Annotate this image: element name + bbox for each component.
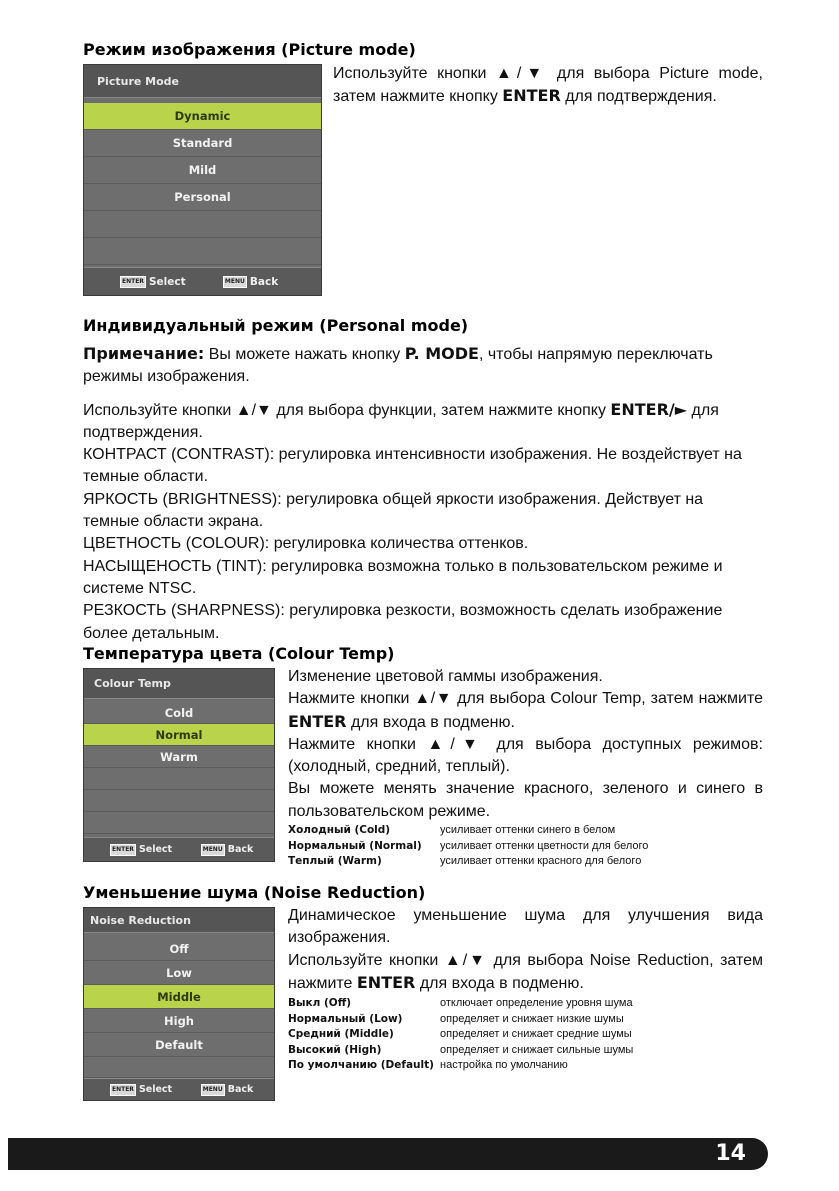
desc: отключает определение уровня шума bbox=[440, 997, 633, 1009]
osd-item-off[interactable]: Off bbox=[84, 937, 274, 961]
colour-description: ЦВЕТНОСТЬ (COLOUR): регулировка количества оттенков. bbox=[83, 535, 529, 553]
definition-row bbox=[288, 996, 633, 1012]
osd-empty-row bbox=[84, 1057, 274, 1078]
definition-row bbox=[288, 839, 648, 855]
menu-key-icon: MENU bbox=[201, 844, 225, 856]
brightness-description: ЯРКОСТЬ (BRIGHTNESS): регулировка общей яркости изображения. Действует на темные области экрана. bbox=[83, 490, 704, 531]
text: Используйте кнопки ▲/▼ для выбора Picture mode, затем нажмите кнопку bbox=[333, 65, 763, 106]
colour-temp-definitions bbox=[288, 823, 648, 870]
osd-item-default[interactable]: Default bbox=[84, 1033, 274, 1057]
select-hint: Select bbox=[148, 276, 186, 288]
definition-row bbox=[288, 823, 648, 839]
osd-title: Noise Reduction bbox=[84, 908, 274, 933]
osd-empty-row bbox=[84, 790, 274, 812]
definition-row bbox=[288, 854, 648, 870]
osd-footer bbox=[84, 1078, 274, 1100]
enter-key-label: ENTER bbox=[502, 86, 561, 106]
desc: определяет и снижает сильные шумы bbox=[440, 1043, 634, 1056]
osd-empty-row bbox=[84, 238, 321, 265]
desc: настройка по умолчанию bbox=[440, 1059, 568, 1071]
pmode-key-label: P. MODE bbox=[404, 344, 479, 363]
text: для подтверждения. bbox=[565, 88, 717, 106]
sharpness-description: РЕЗКОСТЬ (SHARPNESS): регулировка резкости, возможность сделать изображение более детальным. bbox=[83, 602, 723, 642]
desc: усиливает оттенки синего в белом bbox=[440, 824, 616, 836]
text: Используйте кнопки ▲/▼ для выбора функции, затем нажмите кнопку bbox=[83, 401, 606, 419]
text: Нажмите кнопки ▲/▼ для выбора доступных режимов: (холодный, средний, теплый). bbox=[288, 735, 763, 776]
noise-reduction-osd-menu bbox=[83, 907, 275, 1101]
osd-item-warm[interactable]: Warm bbox=[84, 746, 274, 768]
personal-mode-body bbox=[83, 343, 763, 645]
menu-key-icon: MENU bbox=[223, 276, 247, 288]
enter-key-label: ENTER bbox=[356, 972, 416, 992]
back-hint: Back bbox=[249, 276, 279, 288]
definition-row bbox=[288, 1058, 633, 1074]
colour-temp-description bbox=[288, 666, 763, 823]
enter-key-label: ENTER/► bbox=[610, 399, 688, 419]
term: Выкл (Off) bbox=[288, 997, 351, 1009]
definition-row bbox=[288, 1012, 633, 1028]
text: Изменение цветовой гаммы изображения. bbox=[288, 668, 603, 685]
enter-key-label: ENTER bbox=[288, 711, 347, 731]
term: Средний (Middle) bbox=[288, 1028, 394, 1040]
back-hint: Back bbox=[227, 1084, 254, 1095]
text: Динамическое уменьшение шума для улучшения вида изображения. bbox=[288, 907, 763, 947]
osd-item-middle[interactable]: Middle bbox=[84, 985, 274, 1009]
osd-item-mild[interactable]: Mild bbox=[84, 157, 321, 184]
osd-item-normal[interactable]: Normal bbox=[84, 724, 274, 746]
contrast-description: КОНТРАСТ (CONTRAST): регулировка интенсивности изображения. Не воздействует на темные области. bbox=[83, 446, 742, 486]
text: Нажмите кнопки ▲/▼ для выбора Colour Temp, затем нажмите bbox=[288, 690, 763, 708]
osd-empty-row bbox=[84, 768, 274, 790]
section-heading-noise-reduction: Уменьшение шума (Noise Reduction) bbox=[83, 883, 426, 902]
term: Нормальный (Low) bbox=[288, 1012, 403, 1025]
picture-mode-osd-menu bbox=[83, 64, 322, 296]
osd-empty-row bbox=[84, 812, 274, 834]
text: , чтобы напрямую переключать режимы изображения. bbox=[83, 346, 713, 386]
desc: усиливает оттенки цветности для белого bbox=[440, 839, 649, 852]
term: Теплый (Warm) bbox=[288, 855, 382, 867]
osd-title: Picture Mode bbox=[84, 65, 321, 98]
text: для подтверждения. bbox=[83, 401, 719, 441]
select-hint: Select bbox=[138, 844, 173, 855]
enter-key-icon: ENTER bbox=[110, 1084, 136, 1096]
noise-reduction-description bbox=[288, 905, 763, 995]
section-heading-picture-mode: Режим изображения (Picture mode) bbox=[83, 40, 416, 59]
text: Вы можете нажать кнопку bbox=[208, 346, 401, 363]
term: Высокий (High) bbox=[288, 1043, 382, 1056]
select-hint: Select bbox=[138, 1084, 173, 1095]
osd-footer bbox=[84, 837, 274, 861]
term: По умолчанию (Default) bbox=[288, 1059, 434, 1071]
section-heading-personal-mode: Индивидуальный режим (Personal mode) bbox=[83, 316, 469, 335]
text: Вы можете менять значение красного, зеленого и синего в пользовательском режиме. bbox=[288, 780, 763, 820]
enter-key-icon: ENTER bbox=[120, 276, 146, 288]
osd-item-personal[interactable]: Personal bbox=[84, 184, 321, 211]
section-heading-colour-temp: Температура цвета (Colour Temp) bbox=[83, 644, 395, 663]
text: для входа в подменю. bbox=[419, 974, 584, 992]
definition-row bbox=[288, 1043, 633, 1059]
osd-item-high[interactable]: High bbox=[84, 1009, 274, 1033]
desc: усиливает оттенки красного для белого bbox=[440, 855, 642, 867]
osd-item-low[interactable]: Low bbox=[84, 961, 274, 985]
term: Холодный (Cold) bbox=[288, 824, 391, 836]
osd-title: Colour Temp bbox=[84, 669, 274, 699]
osd-empty-row bbox=[84, 211, 321, 238]
osd-item-dynamic[interactable]: Dynamic bbox=[84, 103, 321, 130]
page-footer-bar bbox=[8, 1138, 768, 1170]
desc: определяет и снижает средние шумы bbox=[440, 1028, 632, 1040]
term: Нормальный (Normal) bbox=[288, 839, 422, 852]
osd-footer bbox=[84, 267, 321, 295]
picture-mode-description bbox=[333, 63, 763, 109]
text: для входа в подменю. bbox=[350, 713, 515, 731]
osd-item-cold[interactable]: Cold bbox=[84, 702, 274, 724]
definition-row bbox=[288, 1027, 633, 1043]
enter-key-icon: ENTER bbox=[110, 844, 136, 856]
osd-item-standard[interactable]: Standard bbox=[84, 130, 321, 157]
colour-temp-osd-menu bbox=[83, 668, 275, 862]
desc: определяет и снижает низкие шумы bbox=[440, 1012, 624, 1025]
page-number: 14 bbox=[715, 1141, 746, 1166]
menu-key-icon: MENU bbox=[201, 1084, 225, 1096]
text: Используйте кнопки ▲/▼ для выбора Noise Reduction, затем нажмите bbox=[288, 951, 763, 992]
noise-reduction-definitions bbox=[288, 996, 633, 1074]
back-hint: Back bbox=[227, 844, 254, 855]
note-label: Примечание: bbox=[83, 344, 205, 363]
tint-description: НАСЫЩЕНОСТЬ (TINT): регулировка возможна только в пользовательском режиме и системе NTSC. bbox=[83, 557, 723, 597]
